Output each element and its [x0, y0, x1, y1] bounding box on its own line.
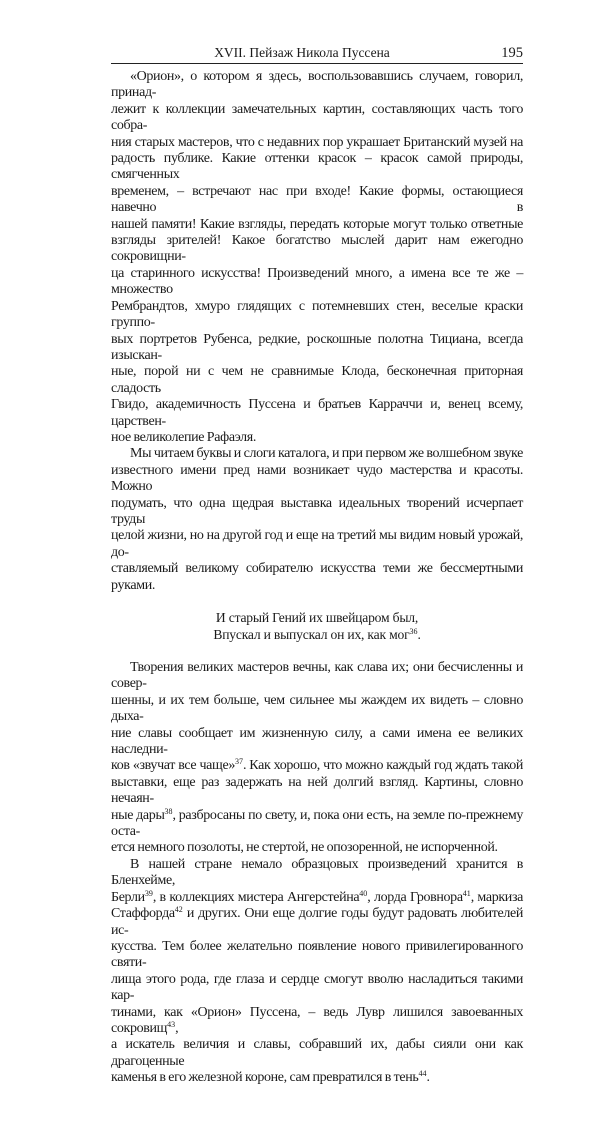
- text-segment: а искатель величия и славы, собравший их, дабы сияли они как драгоценные: [111, 1037, 523, 1069]
- text-segment: лежит к коллекции замечательных картин, составляющих часть того собра-: [111, 101, 523, 134]
- text-line: [111, 446, 523, 462]
- text-line: [111, 184, 523, 217]
- text-line: [111, 693, 523, 726]
- text-line: [111, 151, 523, 184]
- text-line: [111, 1037, 523, 1070]
- running-header: [111, 44, 523, 62]
- footnote-ref[interactable]: 39: [144, 888, 153, 898]
- text-segment: ние славы сообщает им жизненную силу, а сами имена ее великих наследни-: [111, 725, 523, 758]
- footnote-ref[interactable]: 42: [174, 905, 183, 915]
- page-number: 195: [501, 45, 523, 61]
- footnote-ref[interactable]: 44: [418, 1069, 427, 1079]
- text-segment: ставляемый великому собирателю искусства теми же бессмертными руками.: [111, 561, 523, 593]
- text-segment: . Как хорошо, что можно каждый год ждать такой: [242, 758, 523, 774]
- footnote-ref[interactable]: 41: [462, 888, 471, 898]
- text-segment: ца старинного искусства! Произведений много, а имена все те же – множество: [111, 265, 523, 298]
- footnote-ref[interactable]: 36: [409, 626, 418, 636]
- verse-line-2-end: .: [417, 626, 421, 642]
- text-segment: , разбросаны по свету, и, пока они есть, на земле по-прежнему оста-: [111, 807, 523, 840]
- text-segment: временем, – встречают нас при входе! Какие формы, остающиеся навечно в: [111, 183, 523, 216]
- text-line: [111, 430, 523, 446]
- text-segment: ния старых мастеров, что с недавних пор украшает Британский музей на: [111, 134, 523, 150]
- text-segment: , лорда Гровнора: [367, 889, 463, 905]
- text-line: [111, 857, 523, 890]
- text-line: [111, 561, 523, 594]
- text-segment: , в коллекциях мистера Ангерстейна: [152, 889, 360, 905]
- footnote-ref[interactable]: 37: [234, 757, 243, 767]
- text-line: [111, 1070, 523, 1086]
- verse-line-1: И старый Гений их швейцаром был,: [215, 610, 419, 625]
- text-line: [111, 397, 523, 430]
- text-segment: , маркиза: [470, 889, 523, 905]
- text-segment: целой жизни, но на другой год и еще на третий мы видим новый урожай, до-: [111, 528, 523, 560]
- text-segment: В нашей стране немало образцовых произведений хранится в Бленхейме,: [111, 856, 523, 889]
- footnote-ref[interactable]: 43: [167, 1019, 176, 1029]
- text-segment: и других. Они еще долгие годы будут радовать любителей ис-: [111, 906, 523, 938]
- text-segment: шенны, и их тем больше, чем сильнее мы жаждем их видеть – словно дыха-: [111, 692, 523, 725]
- text-line: [111, 299, 523, 332]
- text-segment: ,: [175, 1020, 179, 1036]
- text-line: [111, 660, 523, 693]
- text-segment: известного имени пред нами возникает чудо мастерства и красоты. Можно: [111, 462, 523, 495]
- text-line: [111, 972, 523, 1005]
- text-segment: «Орион», о котором я здесь, воспользовавшись случаем, говорил, принад-: [111, 69, 523, 101]
- text-segment: ется немного позолоты, не стертой, не опозоренной, не испорченной.: [111, 840, 498, 856]
- text-line: [111, 840, 523, 856]
- text-segment: Мы читаем буквы и слоги каталога, и при первом же волшебном звуке: [130, 446, 523, 462]
- text-line: [111, 726, 523, 759]
- footnote-ref[interactable]: 38: [164, 806, 173, 816]
- text-line: [111, 135, 523, 151]
- text-line: [111, 364, 523, 397]
- chapter-title: XVII. Пейзаж Никола Пуссена: [214, 45, 390, 60]
- text-line: [111, 496, 523, 529]
- text-line: [111, 890, 523, 906]
- text-segment: тинами, как «Орион» Пуссена, – ведь Лувр лишился завоеванных сокровищ: [111, 1004, 523, 1036]
- text-segment: .: [426, 1070, 430, 1086]
- paragraph-collections: [111, 857, 523, 1087]
- text-line: [111, 906, 523, 939]
- text-segment: ное великолепие Рафаэля.: [111, 429, 256, 445]
- text-line: [111, 775, 523, 808]
- text-segment: ные дары: [111, 807, 165, 823]
- text-segment: выставки, еще раз задержать на ней долгий взгляд. Картины, словно нечаян-: [111, 774, 523, 807]
- text-line: [111, 939, 523, 972]
- text-segment: радость публике. Какие оттенки красок – красок самой природы, смягченных: [111, 151, 523, 183]
- text-segment: Берли: [111, 889, 145, 905]
- text-line: [111, 463, 523, 496]
- text-line: [111, 233, 523, 266]
- footnote-ref[interactable]: 40: [359, 888, 368, 898]
- text-line: [111, 528, 523, 561]
- paragraph-masters: [111, 660, 523, 857]
- paragraph-orion: [111, 69, 523, 446]
- text-segment: ков «звучат все чаще»: [111, 758, 235, 774]
- text-segment: Творения великих мастеров вечны, как слава их; они бесчисленны и совер-: [111, 660, 523, 692]
- text-line: [111, 266, 523, 299]
- text-segment: кусства. Тем более желательно появление нового привилегированного святи-: [111, 938, 523, 971]
- text-segment: подумать, что одна щедрая выставка идеальных творений исчерпает труды: [111, 495, 523, 527]
- header-rule: [111, 63, 523, 64]
- text-line: [111, 69, 523, 102]
- verse-quote: [111, 610, 523, 643]
- text-line: [111, 1005, 523, 1038]
- text-segment: взгляды зрителей! Какое богатство мыслей дарит нам ежегодно сокровищни-: [111, 233, 523, 265]
- text-segment: нашей памяти! Какие взгляды, передать которые могут только ответные: [111, 216, 523, 232]
- text-segment: ные, порой ни с чем не сравнимые Клода, бесконечная приторная сладость: [111, 364, 523, 396]
- text-segment: Стаффорда: [111, 906, 175, 922]
- verse-line-2-text: Впускал и выпускал он их, как мог: [213, 626, 410, 642]
- text-segment: каменья в его железной короне, сам превратился в тень: [111, 1070, 419, 1086]
- text-segment: Гвидо, академичность Пуссена и братьев Карраччи и, венец всему, царствен-: [111, 397, 523, 429]
- paragraph-catalogue: [111, 446, 523, 594]
- text-line: [111, 102, 523, 135]
- text-segment: лища этого рода, где глаза и сердце смогут вволю насладиться такими кар-: [111, 971, 523, 1004]
- text-segment: вых портретов Рубенса, редкие, роскошные полотна Тициана, всегда изыскан-: [111, 331, 523, 363]
- text-line: [111, 332, 523, 365]
- text-line: [111, 758, 523, 774]
- text-line: [111, 217, 523, 233]
- text-segment: Рембрандтов, хмуро глядящих с потемневших стен, веселые краски группо-: [111, 298, 523, 331]
- verse-line-2: [111, 627, 523, 644]
- text-line: [111, 808, 523, 841]
